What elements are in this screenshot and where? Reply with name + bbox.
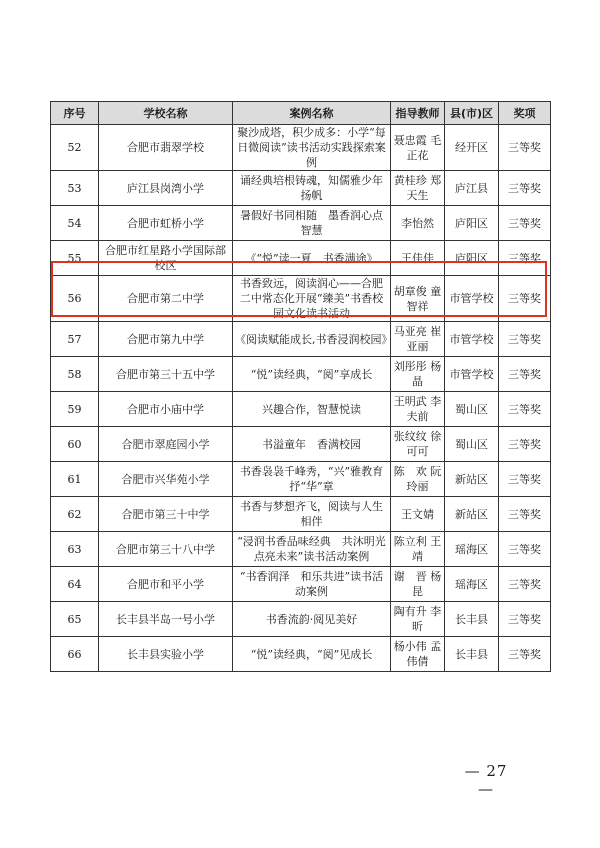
cell-case: 暑假好书同相随 墨香润心点智慧 [233, 206, 391, 241]
cell-school: 合肥市小庙中学 [99, 392, 233, 427]
cell-award: 三等奖 [499, 532, 551, 567]
cell-teacher: 陈立利 王 靖 [391, 532, 445, 567]
cell-teacher: 谢 晋 杨 昆 [391, 567, 445, 602]
cell-teacher: 王佳佳 [391, 241, 445, 276]
cell-no: 57 [51, 322, 99, 357]
cell-award: 三等奖 [499, 357, 551, 392]
cell-district: 市管学校 [445, 276, 499, 322]
table-row [51, 206, 551, 241]
cell-case: “浸润书香品味经典 共沐明光点亮未来”读书活动案例 [233, 532, 391, 567]
cell-award: 三等奖 [499, 462, 551, 497]
cell-award: 三等奖 [499, 497, 551, 532]
cell-district: 庐阳区 [445, 206, 499, 241]
table-row [51, 392, 551, 427]
header-no: 序号 [51, 102, 99, 125]
cell-teacher: 李怡然 [391, 206, 445, 241]
cell-district: 庐阳区 [445, 241, 499, 276]
cell-school: 合肥市红星路小学国际部校区 [99, 241, 233, 276]
cell-award: 三等奖 [499, 125, 551, 171]
table-row [51, 462, 551, 497]
table-row [51, 241, 551, 276]
cell-school: 合肥市兴华苑小学 [99, 462, 233, 497]
cell-award: 三等奖 [499, 567, 551, 602]
cell-school: 长丰县实验小学 [99, 637, 233, 672]
cell-award: 三等奖 [499, 171, 551, 206]
cell-school: 庐江县岗湾小学 [99, 171, 233, 206]
cell-award: 三等奖 [499, 206, 551, 241]
cell-teacher: 聂忠霞 毛正花 [391, 125, 445, 171]
cell-teacher: 陈 欢 阮玲丽 [391, 462, 445, 497]
cell-school: 合肥市第二中学 [99, 276, 233, 322]
cell-no: 61 [51, 462, 99, 497]
cell-no: 62 [51, 497, 99, 532]
cell-no: 58 [51, 357, 99, 392]
cell-district: 新站区 [445, 462, 499, 497]
cell-district: 瑶海区 [445, 567, 499, 602]
cell-case: 书香袅袅千峰秀，“兴”雅教育抒“华”章 [233, 462, 391, 497]
cell-award: 三等奖 [499, 637, 551, 672]
cell-no: 56 [51, 276, 99, 322]
cell-district: 经开区 [445, 125, 499, 171]
cell-district: 新站区 [445, 497, 499, 532]
table-row [51, 497, 551, 532]
cell-case: “悦”读经典，“阅”享成长 [233, 357, 391, 392]
cell-school: 合肥市第九中学 [99, 322, 233, 357]
cell-district: 长丰县 [445, 637, 499, 672]
cell-school: 合肥市翠庭园小学 [99, 427, 233, 462]
cell-teacher: 王明武 李夫前 [391, 392, 445, 427]
header-case: 案例名称 [233, 102, 391, 125]
awards-table [50, 101, 551, 672]
cell-teacher: 杨小伟 孟伟倩 [391, 637, 445, 672]
cell-district: 庐江县 [445, 171, 499, 206]
table-row [51, 532, 551, 567]
cell-no: 52 [51, 125, 99, 171]
table-header-row [51, 102, 551, 125]
cell-school: 合肥市第三十中学 [99, 497, 233, 532]
cell-case: 书溢童年 香满校园 [233, 427, 391, 462]
cell-no: 55 [51, 241, 99, 276]
table-body [51, 125, 551, 672]
cell-teacher: 王文婧 [391, 497, 445, 532]
cell-no: 59 [51, 392, 99, 427]
cell-case: 书香流韵·阅见美好 [233, 602, 391, 637]
cell-no: 64 [51, 567, 99, 602]
cell-no: 63 [51, 532, 99, 567]
cell-case: “悦”读经典，“阅”见成长 [233, 637, 391, 672]
cell-school: 合肥市第三十八中学 [99, 532, 233, 567]
table-row [51, 125, 551, 171]
cell-district: 瑶海区 [445, 532, 499, 567]
cell-district: 蜀山区 [445, 392, 499, 427]
table-row [51, 322, 551, 357]
header-school: 学校名称 [99, 102, 233, 125]
page-number: — 27 — [464, 762, 508, 798]
cell-teacher: 刘彤彤 杨 晶 [391, 357, 445, 392]
cell-school: 合肥市第三十五中学 [99, 357, 233, 392]
cell-teacher: 黄桂珍 郑天生 [391, 171, 445, 206]
cell-district: 蜀山区 [445, 427, 499, 462]
cell-case: 诵经典培根铸魂，知儒雅少年扬帆 [233, 171, 391, 206]
cell-award: 三等奖 [499, 602, 551, 637]
cell-no: 53 [51, 171, 99, 206]
cell-teacher: 马亚亮 崔亚丽 [391, 322, 445, 357]
cell-award: 三等奖 [499, 427, 551, 462]
table-row [51, 171, 551, 206]
cell-teacher: 胡章俊 童智祥 [391, 276, 445, 322]
cell-school: 合肥市和平小学 [99, 567, 233, 602]
cell-award: 三等奖 [499, 276, 551, 322]
cell-award: 三等奖 [499, 241, 551, 276]
cell-no: 54 [51, 206, 99, 241]
header-award: 奖项 [499, 102, 551, 125]
table-row [51, 427, 551, 462]
cell-case: 聚沙成塔，积少成多：小学“每日微阅读”读书活动实践探索案例 [233, 125, 391, 171]
table-row [51, 637, 551, 672]
header-teacher: 指导教师 [391, 102, 445, 125]
cell-case: “书香润泽 和乐共进”读书活动案例 [233, 567, 391, 602]
table-row [51, 276, 551, 322]
cell-district: 市管学校 [445, 357, 499, 392]
header-district: 县(市)区 [445, 102, 499, 125]
cell-case: 书香致远，阅读润心——合肥二中常态化开展“臻美”书香校园文化读书活动 [233, 276, 391, 322]
table-row [51, 567, 551, 602]
cell-district: 市管学校 [445, 322, 499, 357]
cell-teacher: 张纹纹 徐可可 [391, 427, 445, 462]
cell-no: 65 [51, 602, 99, 637]
cell-school: 合肥市翡翠学校 [99, 125, 233, 171]
cell-case: 兴趣合作，智慧悦读 [233, 392, 391, 427]
cell-teacher: 陶有升 李 昕 [391, 602, 445, 637]
cell-award: 三等奖 [499, 392, 551, 427]
cell-case: 《“悦”读一夏 书香满途》 [233, 241, 391, 276]
cell-award: 三等奖 [499, 322, 551, 357]
cell-school: 合肥市虹桥小学 [99, 206, 233, 241]
table-row [51, 357, 551, 392]
cell-no: 60 [51, 427, 99, 462]
cell-district: 长丰县 [445, 602, 499, 637]
cell-case: 《阅读赋能成长,书香浸润校园》 [233, 322, 391, 357]
cell-case: 书香与梦想齐飞，阅读与人生相伴 [233, 497, 391, 532]
table-row [51, 602, 551, 637]
cell-school: 长丰县半岛一号小学 [99, 602, 233, 637]
cell-no: 66 [51, 637, 99, 672]
